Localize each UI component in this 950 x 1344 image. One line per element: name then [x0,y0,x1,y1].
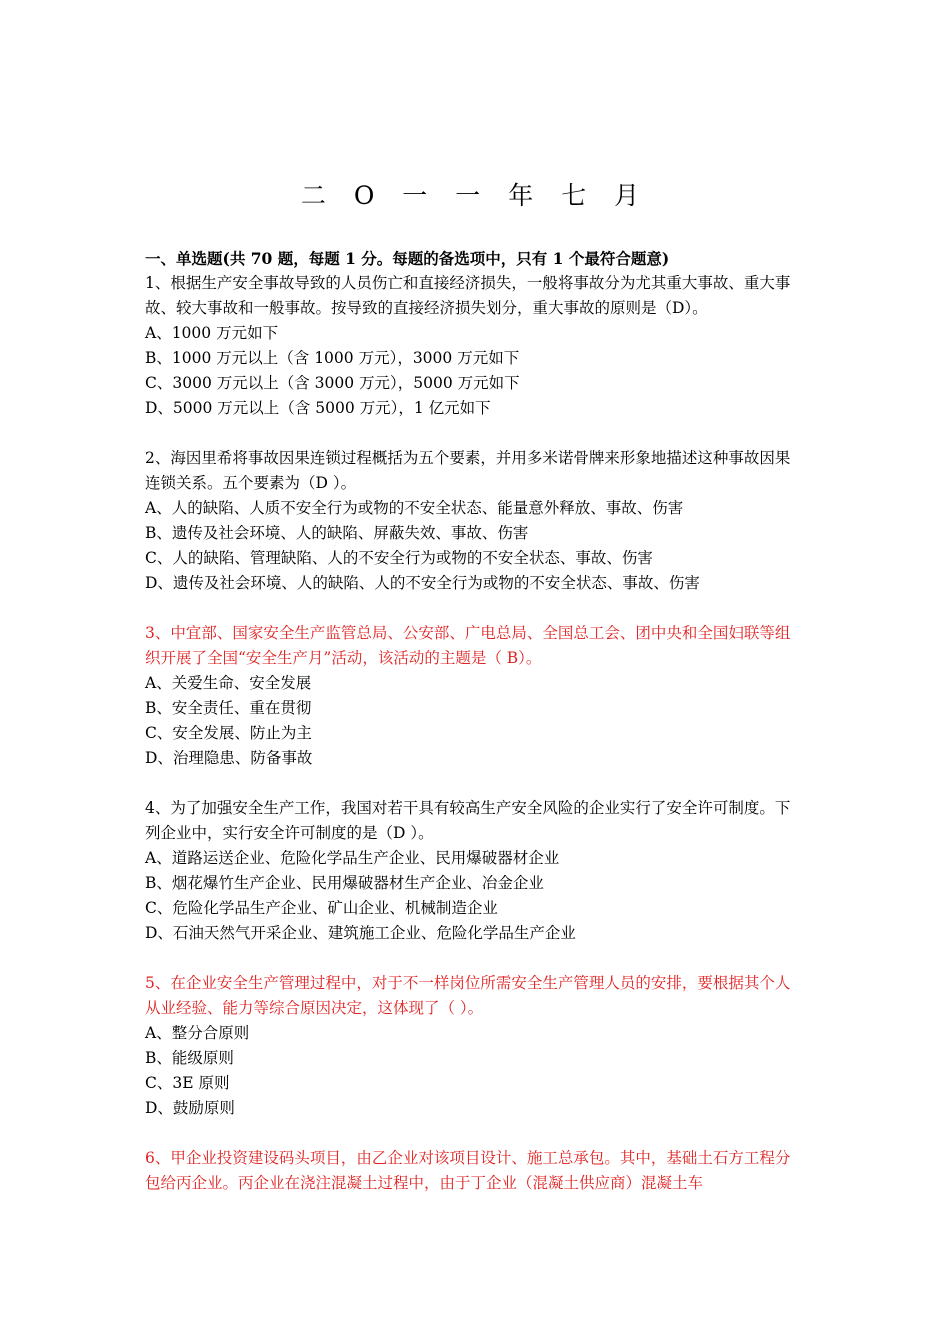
option-c: C、人的缺陷、管理缺陷、人的不安全行为或物的不安全状态、事故、伤害 [145,549,653,567]
option-d: D、石油天然气开采企业、建筑施工企业、危险化学品生产企业 [145,924,576,942]
question-stem: 4、为了加强安全生产工作，我国对若干具有较高生产安全风险的企业实行了安全许可制度。下列企业中，实行安全许可制度的是（D ）。 [145,799,791,842]
option-b: B、烟花爆竹生产企业、民用爆破器材生产企业、冶金企业 [145,874,544,892]
option-a: A、关爱生命、安全发展 [145,674,312,692]
option-b: B、1000 万元以上（含 1000 万元），3000 万元如下 [145,349,520,367]
option-a: A、整分合原则 [145,1024,250,1042]
question-5 [145,971,805,1121]
question-1 [145,271,805,421]
question-stem-highlighted: 3、中宜部、国家安全生产监管总局、公安部、广电总局、全国总工会、团中央和全国妇联等组织开展了全国“安全生产月”活动，该活动的主题是（ B）。 [145,624,791,667]
option-a: A、1000 万元如下 [145,324,279,342]
section-heading: 一、单选题(共 70 题，每题 1 分。每题的备选项中，只有 1 个最符合题意) [145,249,670,268]
question-stem-highlighted: 5、在企业安全生产管理过程中，对于不一样岗位所需安全生产管理人员的安排，要根据其个人从业经验、能力等综合原因决定，这体现了（ ）。 [145,974,791,1017]
question-6 [145,1146,805,1196]
option-c: C、3E 原则 [145,1074,230,1092]
option-a: A、人的缺陷、人质不安全行为或物的不安全状态、能量意外释放、事故、伤害 [145,499,684,517]
option-d: D、治理隐患、防备事故 [145,749,313,767]
question-2 [145,446,805,596]
option-b: B、能级原则 [145,1049,234,1067]
option-c: C、3000 万元以上（含 3000 万元），5000 万元如下 [145,374,520,392]
option-d: D、鼓励原则 [145,1099,235,1117]
option-b: B、安全责任、重在贯彻 [145,699,312,717]
option-a: A、道路运送企业、危险化学品生产企业、民用爆破器材企业 [145,849,560,867]
question-stem: 2、海因里希将事故因果连锁过程概括为五个要素，并用多米诺骨牌来形象地描述这种事故因果连锁关系。五个要素为（D ）。 [145,449,791,492]
document-body [145,246,805,1196]
option-b: B、遗传及社会环境、人的缺陷、屏蔽失效、事故、伤害 [145,524,529,542]
option-d: D、遗传及社会环境、人的缺陷、人的不安全行为或物的不安全状态、事故、伤害 [145,574,700,592]
question-stem: 1、根据生产安全事故导致的人员伤亡和直接经济损失，一般将事故分为尤其重大事故、重大事故、较大事故和一般事故。按导致的直接经济损失划分，重大事故的原则是（D）。 [145,274,791,317]
question-stem-highlighted: 6、甲企业投资建设码头项目，由乙企业对该项目设计、施工总承包。其中，基础土石方工程分包给丙企业。丙企业在浇注混凝土过程中，由于丁企业（混凝土供应商）混凝土车 [145,1149,791,1192]
option-c: C、危险化学品生产企业、矿山企业、机械制造企业 [145,899,498,917]
option-d: D、5000 万元以上（含 5000 万元），1 亿元如下 [145,399,491,417]
question-3 [145,621,805,771]
document-title: 二 O 一 一 年 七 月 [300,181,650,210]
question-4 [145,796,805,946]
option-c: C、安全发展、防止为主 [145,724,312,742]
